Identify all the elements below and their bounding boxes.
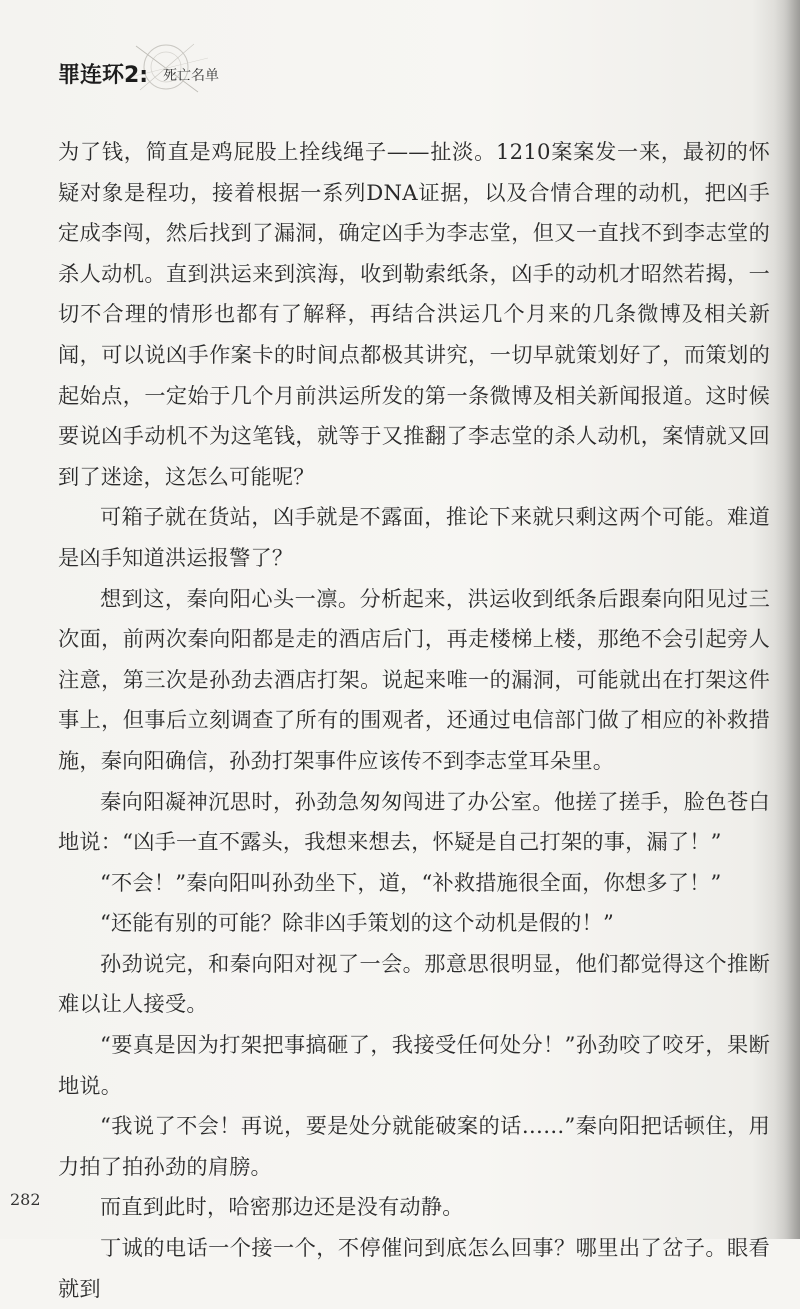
paragraph: 秦向阳凝神沉思时，孙劲急匆匆闯进了办公室。他搓了搓手，脸色苍白地说：“凶手一直不露头，我想来想去，怀疑是自己打架的事，漏了！” [58,788,770,855]
paragraph: “还能有别的可能？除非凶手策划的这个动机是假的！” [100,910,614,936]
page-number: 282 [10,1190,41,1209]
series-title: 罪连环2: [58,63,149,88]
paragraph: “我说了不会！再说，要是处分就能破案的话……”秦向阳把话顿住，用力拍了拍孙劲的肩膀。 [58,1113,770,1179]
body-text [58,132,770,1309]
paragraph: 孙劲说完，和秦向阳对视了一会。那意思很明显，他们都觉得这个推断难以让人接受。 [58,950,770,1017]
paragraph: 为了钱，简直是鸡屁股上拴线绳子——扯淡。1210案案发一来，最初的怀疑对象是程功，接着根据一系列DNA证据，以及合情合理的动机，把凶手定成李闯，然后找到了漏洞，确定凶手为李志堂，但又一直找不到李志堂的杀人动机。直到洪运来到滨海，收到勒索纸条，凶手的动机才昭然若揭，一切不合理的情形也都有了解释，再结合洪运几个月来的几条微博及相关新闻，可以说凶手作案卡的时间点都极其讲究，一切早就策划好了，而策划的起始点，一定始于几个月前洪运所发的第一条微博及相关新闻报道。这时候要说凶手动机不为这笔钱，就等于又推翻了李志堂的杀人动机，案情就又回到了迷途，这怎么可能呢？ [58,139,770,489]
paragraph: 可箱子就在货站，凶手就是不露面，推论下来就只剩这两个可能。难道是凶手知道洪运报警了？ [58,504,770,570]
book-subtitle: 死亡名单 [163,68,219,84]
spine-shadow [774,0,800,1239]
paragraph: “要真是因为打架把事搞砸了，我接受任何处分！”孙劲咬了咬牙，果断地说。 [58,1032,770,1098]
running-header [58,40,318,100]
paragraph: 而直到此时，哈密那边还是没有动静。 [100,1194,464,1220]
paragraph: 丁诚的电话一个接一个，不停催问到底怎么回事？哪里出了岔子。眼看就到 [58,1235,770,1301]
paragraph: 想到这，秦向阳心头一凛。分析起来，洪运收到纸条后跟秦向阳见过三次面，前两次秦向阳都是走的酒店后门，再走楼梯上楼，那绝不会引起旁人注意，第三次是孙劲去酒店打架。说起来唯一的漏洞，可能就出在打架这件事上，但事后立刻调查了所有的围观者，还通过电信部门做了相应的补救措施，秦向阳确信，孙劲打架事件应该传不到李志堂耳朵里。 [58,585,770,773]
paragraph: “不会！”秦向阳叫孙劲坐下，道，“补救措施很全面，你想多了！” [100,869,722,895]
